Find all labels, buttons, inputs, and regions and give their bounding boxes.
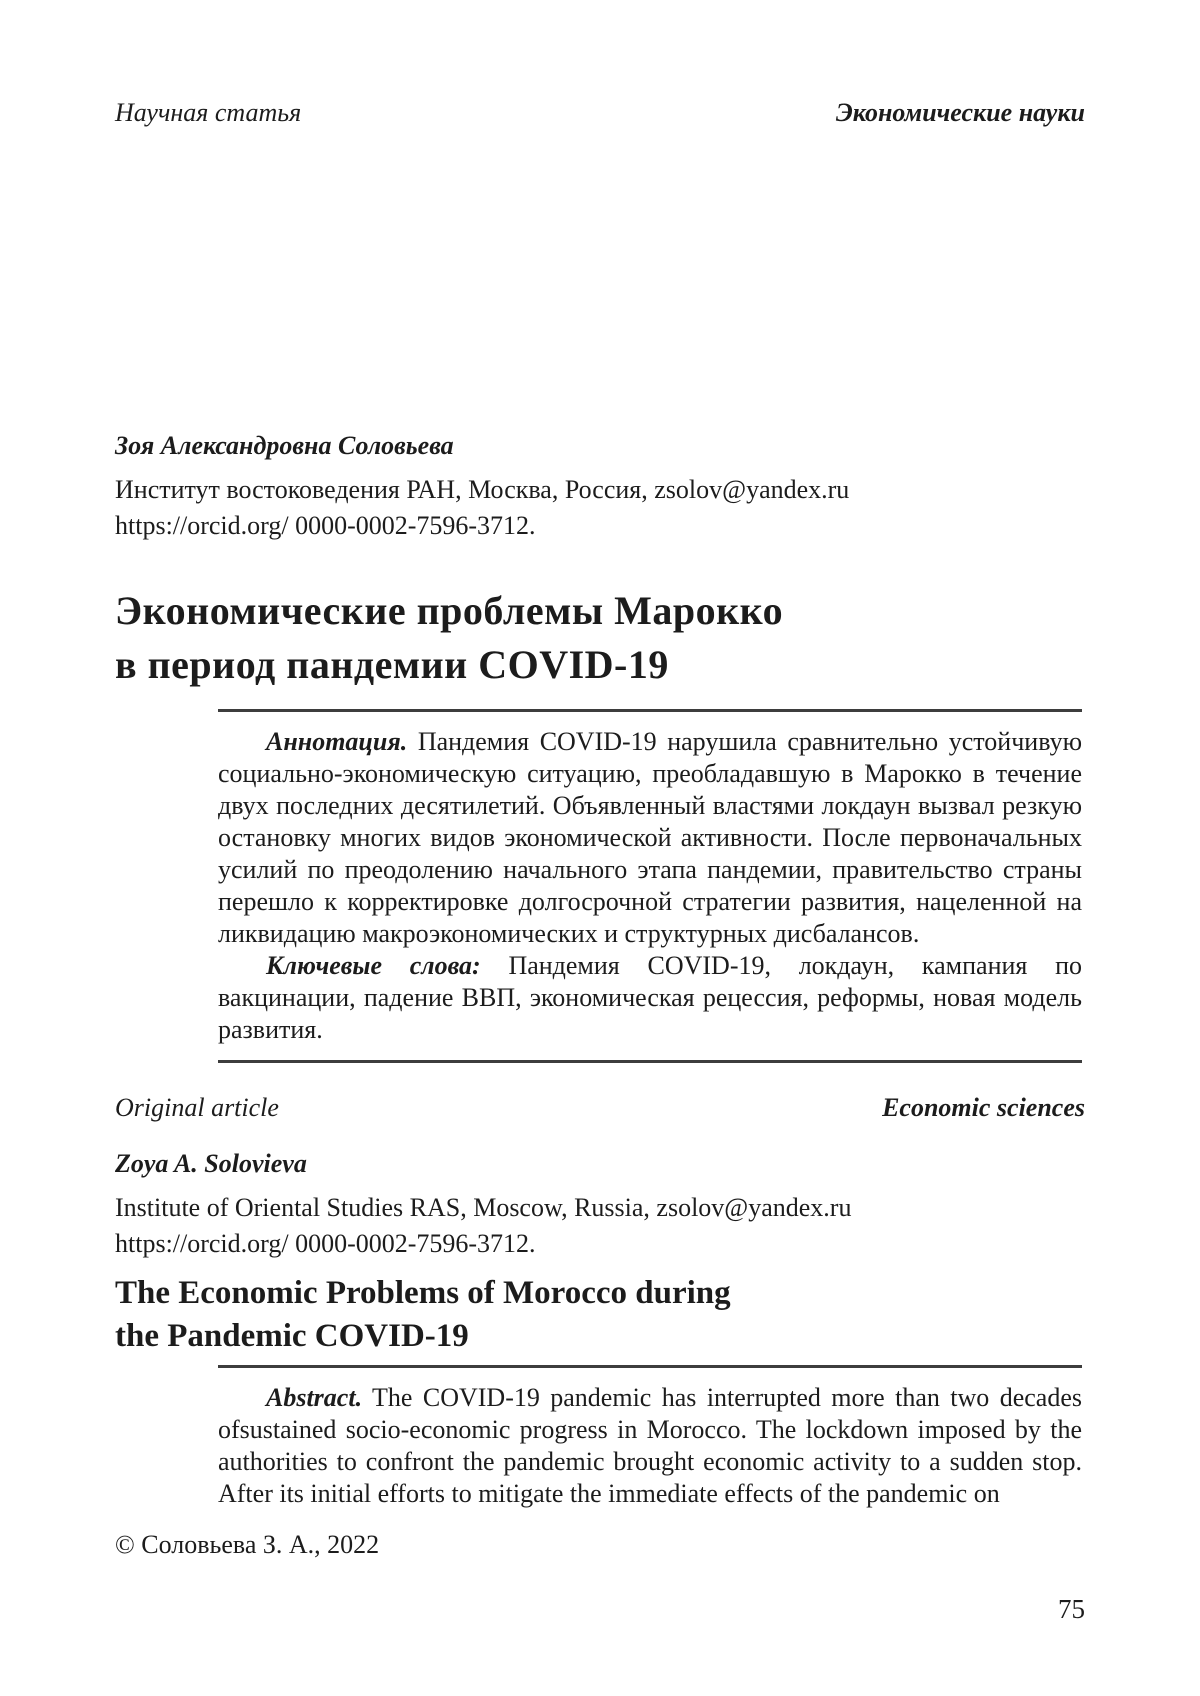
author-name-en: Zoya A. Solovieva [115,1149,307,1178]
article-type-label-en: Original article [115,1093,279,1122]
abstract-label-ru: Аннотация. [266,727,408,756]
article-title-ru [115,584,1085,692]
section-label-en: Economic sciences [882,1093,1085,1122]
abstract-text-en: The COVID-19 pandemic has interrupted more than two decades ofsustained socio-economic progress in Morocco. The lockdown imposed by the authorities to confront the pandemic brought economic activity to a sudden stop. After its initial efforts to mitigate the immediate effects of the pandemic on [218,1383,1083,1508]
article-title-en-line1: The Economic Problems of Morocco during [115,1275,731,1311]
author-name-ru: Зоя Александровна Соловьева [115,431,454,460]
keywords-label-ru: Ключевые слова: [266,951,481,980]
affiliation-en: Institute of Oriental Studies RAS, Moscow, Russia, zsolov@yandex.ru [115,1193,852,1222]
abstract-paragraph-en [218,1382,1082,1510]
keywords-paragraph-ru [218,950,1082,1046]
article-type-label-ru: Научная статья [115,98,302,127]
abstract-label-en: Abstract. [266,1383,363,1412]
article-title-ru-line2: в период пандемии COVID-19 [115,642,669,687]
abstract-block-ru [218,709,1082,1063]
affiliation-ru: Институт востоковедения РАН, Москва, Россия, zsolov@yandex.ru [115,475,850,504]
article-type-row-en [115,1091,1085,1125]
author-block-en [115,1146,1085,1262]
article-title-en [115,1272,1085,1358]
author-block-ru [115,428,1085,544]
abstract-block-en [218,1365,1082,1510]
article-title-en-line2: the Pandemic COVID-19 [115,1318,469,1354]
running-head-row [115,96,1085,130]
copyright-notice: © Соловьева З. А., 2022 [115,1530,380,1559]
article-title-ru-line1: Экономические проблемы Марокко [115,588,784,633]
orcid-en: https://orcid.org/ 0000-0002-7596-3712. [115,1229,536,1258]
abstract-paragraph-ru [218,726,1082,950]
section-label-ru: Экономические науки [835,98,1085,127]
abstract-text-ru: Пандемия COVID-19 нарушила сравнительно устойчивую социально-экономическую ситуацию, преобладавшую в Марокко в течение двух последних десятилетий. Объявленный властями локдаун вызвал резкую остановку многих видов экономической активности. После первоначальных усилий по преодолению начального этапа пандемии, правительство страны перешло к корректировке долгосрочной стратегии развития, нацеленной на ликвидацию макроэкономических и структурных дисбалансов. [218,727,1083,948]
page-number: 75 [1058,1594,1085,1624]
keywords-text-ru: Пандемия COVID-19, локдаун, кампания по вакцинации, падение ВВП, экономическая рецессия, реформы, новая модель развития. [218,951,1083,1044]
orcid-ru: https://orcid.org/ 0000-0002-7596-3712. [115,511,536,540]
